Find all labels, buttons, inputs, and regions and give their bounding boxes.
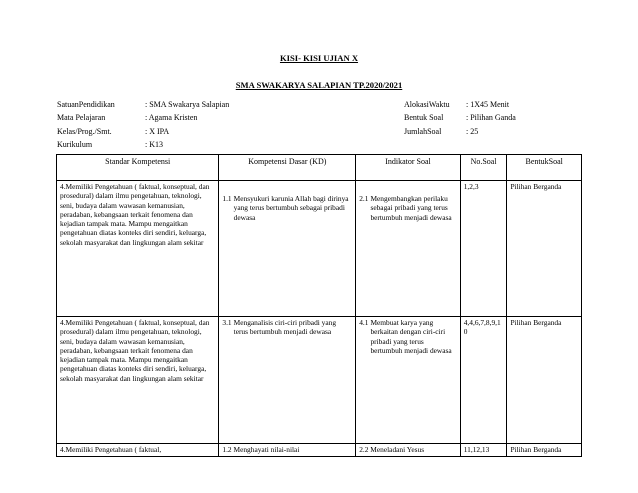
meta-row [404,98,516,111]
kisi-kisi-table [56,154,582,457]
indikator-text: Membuat karya yang berkaitan dengan ciri-ciri pribadi yang terus bertumbuh menjadi dewasa [370,318,452,355]
cell-bentuk-soal: Pilihan Berganda [507,444,582,457]
cell-bentuk-soal: Pilihan Berganda [507,181,582,317]
meta-value: : Pilihan Ganda [466,113,516,123]
indikator-number: 2.2 [359,445,369,454]
meta-value: : Agama Kristen [145,113,198,123]
meta-label: Bentuk Soal [404,113,444,123]
meta-value: : SMA Swakarya Salapian [145,100,230,109]
meta-row [57,138,229,151]
cell-kd [219,317,356,444]
header-kd: Kompetensi Dasar (KD) [219,155,356,181]
meta-row [57,111,229,124]
header-standar: Standar Kompetensi [57,155,219,181]
cell-no-soal: 4,4,6,7,8,9,10 [460,317,507,444]
kd-number: 1.1 [222,194,232,203]
document-title: KISI- KISI UJIAN X [279,53,359,63]
cell-no-soal: 11,12,13 [460,444,507,457]
meta-row [404,125,516,138]
meta-left [57,98,229,151]
meta-label: SatuanPendidikan [57,100,115,109]
kd-text: Menghayati nilai-nilai [233,445,300,454]
indikator-number: 4.1 [359,318,369,327]
table-header-row [57,155,582,181]
meta-row [404,111,516,124]
meta-value: : 25 [466,126,479,136]
meta-row [57,98,229,111]
meta-value: : 1X45 Menit [466,100,510,109]
indikator-text: Mengembangkan perilaku sebagai pribadi yang terus bertumbuh menjadi dewasa [370,194,452,222]
meta-right [404,98,516,138]
school-title: SMA SWAKARYA SALAPIAN TP.2020/2021 [235,80,403,90]
meta-row [57,125,229,138]
indikator-text: Meneladani Yesus [370,445,425,454]
kd-number: 3.1 [222,318,232,327]
meta-label: Kelas/Prog./Smt. [57,126,112,136]
meta-label: Kurikulum [57,139,93,149]
cell-standar: 4.Memiliki Pengetahuan ( faktual, konseptual, dan prosedural) dalam ilmu pengetahuan, teknologi, seni, budaya dalam wawasan kemanusian, peradaban, kebangsaan terkait fenomena dan kejadian tampak mata. Mampu mengaitkan pengetahuan diatas konteks diri sendiri, keluarga, sekolah masyarakat dan lingkungan alam sekitar [57,181,219,317]
meta-label: Mata Pelajaran [57,113,106,123]
cell-indikator [356,317,461,444]
kd-text: Mensyukuri karunia Allah bagi dirinya yang terus bertumbuh sebagai pribadi dewasa [233,194,349,222]
cell-standar: 4.Memiliki Pengetahuan ( faktual, [57,444,219,457]
meta-label: AlokasiWaktu [404,100,450,109]
cell-indikator [356,444,461,457]
cell-no-soal: 1,2,3 [460,181,507,317]
table-row [57,317,582,444]
cell-kd [219,444,356,457]
cell-bentuk-soal: Pilihan Berganda [507,317,582,444]
meta-value: : K13 [145,139,163,149]
cell-indikator [356,181,461,317]
table-row [57,444,582,457]
kd-text: Menganalisis ciri-ciri pribadi yang terus bertumbuh menjadi dewasa [233,318,337,337]
table-row [57,181,582,317]
kd-number: 1.2 [222,445,232,454]
header-indikator: Indikator Soal [356,155,461,181]
header-no-soal: No.Soal [460,155,507,181]
meta-value: : X IPA [145,126,170,136]
meta-label: JumlahSoal [404,126,442,136]
cell-standar: 4.Memiliki Pengetahuan ( faktual, konseptual, dan prosedural) dalam ilmu pengetahuan, teknologi, seni, budaya dalam wawasan kemanusian, peradaban, kebangsaan terkait fenomena dan kejadian tampak mata. Mampu mengaitkan pengetahuan diatas konteks diri sendiri, keluarga, sekolah masyarakat dan lingkungan alam sekitar [57,317,219,444]
header-bentuk-soal: BentukSoal [507,155,582,181]
cell-kd [219,181,356,317]
indikator-number: 2.1 [359,194,369,203]
